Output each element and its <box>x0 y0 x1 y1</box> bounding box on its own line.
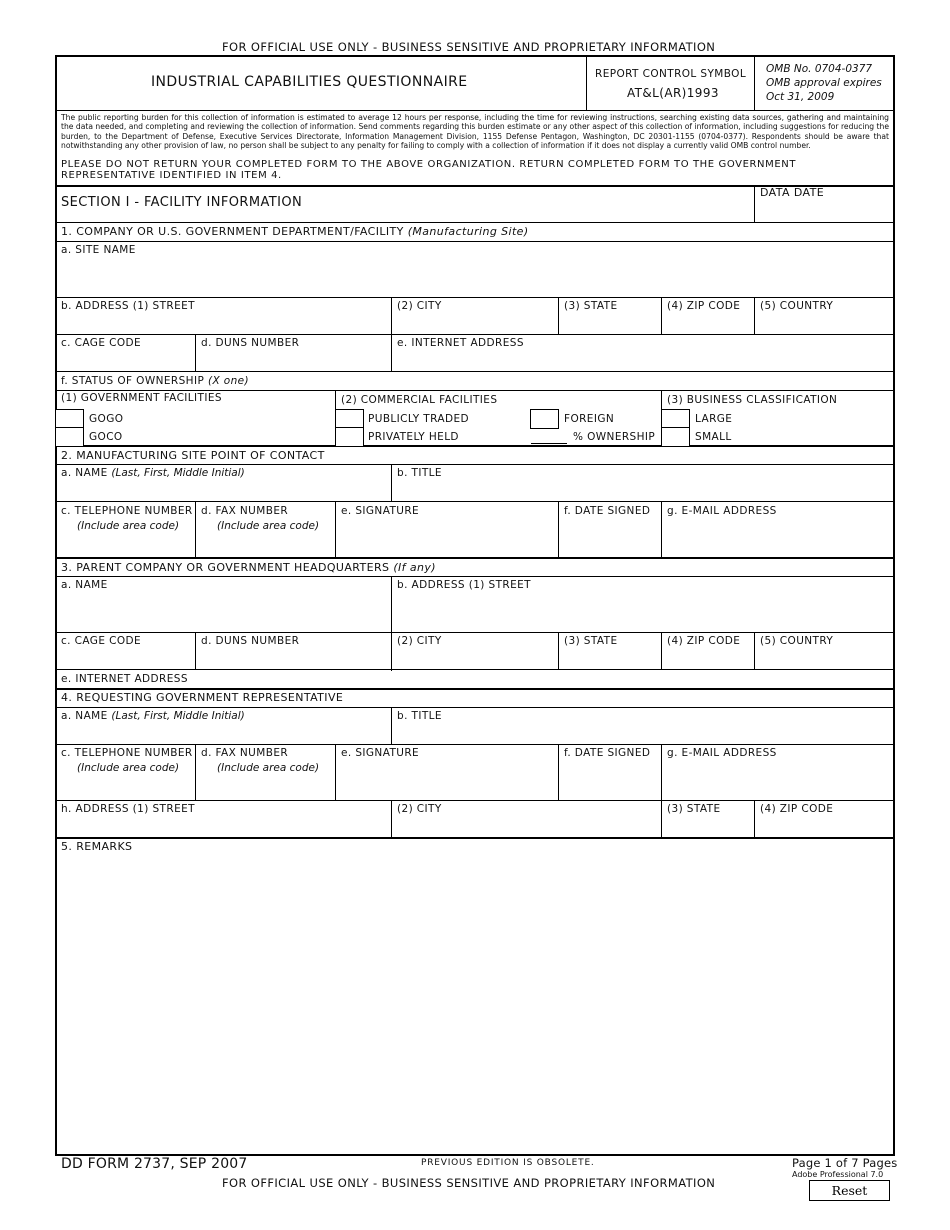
site-duns-label: d. DUNS NUMBER <box>201 337 300 349</box>
small-label: SMALL <box>695 431 732 443</box>
omb-expiration-date: Oct 31, 2009 <box>766 91 835 103</box>
poc-phone-field[interactable] <box>58 535 193 556</box>
item-4-heading: 4. REQUESTING GOVERNMENT REPRESENTATIVE <box>61 691 344 704</box>
business-class-label: (3) BUSINESS CLASSIFICATION <box>667 394 838 406</box>
site-street-field[interactable] <box>58 313 389 333</box>
remarks-label: 5. REMARKS <box>61 840 133 853</box>
burden-statement: The public reporting burden for this collection of information is estimated to average 12 hours per response, including the time for reviewing instructions, searching existing data sources, gathering and maintaining the data needed, and completing and reviewing the collection of information. Send comments regarding this burden estimate or any other aspect of this collection of information, including suggestions for reducing the burden, to the Department of Defense, Executive Services Directorate, Information Management Division, 1155 Defense Pentagon, Washington, DC 20301-1155 (0704-0377). Respondents should be aware that notwithstanding any other provision of law, no person shall be subject to any penalty for failing to comply with a collection of information if it does not display a currently valid OMB control number. <box>61 113 889 151</box>
rcs-label: REPORT CONTROL SYMBOL <box>595 68 747 80</box>
rep-name-label: a. NAME (Last, First, Middle Initial) <box>61 710 245 722</box>
parent-internet-label: e. INTERNET ADDRESS <box>61 673 188 685</box>
privately-held-checkbox[interactable] <box>335 427 364 447</box>
rep-title-label: b. TITLE <box>397 710 442 722</box>
gov-facilities-label: (1) GOVERNMENT FACILITIES <box>61 392 222 404</box>
bottom-banner: FOR OFFICIAL USE ONLY - BUSINESS SENSITIVE AND PROPRIETARY INFORMATION <box>222 1176 716 1190</box>
parent-name-field[interactable] <box>58 592 389 630</box>
form-number: DD FORM 2737, SEP 2007 <box>61 1156 248 1172</box>
previous-edition-note: PREVIOUS EDITION IS OBSOLETE. <box>421 1158 595 1168</box>
ownership-label: f. STATUS OF OWNERSHIP (X one) <box>61 375 250 387</box>
site-internet-label: e. INTERNET ADDRESS <box>397 337 524 349</box>
parent-name-label: a. NAME <box>61 579 108 591</box>
site-city-label: (2) CITY <box>397 300 442 312</box>
rep-city-field[interactable] <box>393 816 659 836</box>
data-date-field[interactable] <box>756 200 892 221</box>
rep-signature-field[interactable] <box>337 762 556 799</box>
goco-checkbox[interactable] <box>55 427 84 447</box>
rep-phone-field[interactable] <box>58 778 193 799</box>
rep-street-label: h. ADDRESS (1) STREET <box>61 803 195 815</box>
rep-name-field[interactable] <box>58 724 389 743</box>
parent-state-label: (3) STATE <box>564 635 618 647</box>
parent-zip-field[interactable] <box>663 648 752 668</box>
parent-duns-field[interactable] <box>197 648 389 668</box>
rep-date-signed-label: f. DATE SIGNED <box>564 747 651 759</box>
poc-date-signed-field[interactable] <box>560 520 659 556</box>
foreign-label: FOREIGN <box>564 413 615 425</box>
data-date-label: DATA DATE <box>760 186 825 199</box>
omb-approval: OMB approval expires <box>766 77 882 89</box>
small-checkbox[interactable] <box>661 427 690 447</box>
poc-phone-label: c. TELEPHONE NUMBER <box>61 505 193 517</box>
rcs-value: AT&L(AR)1993 <box>627 86 719 100</box>
poc-fax-label: d. FAX NUMBER <box>201 505 289 517</box>
parent-cage-field[interactable] <box>58 648 193 668</box>
site-zip-field[interactable] <box>663 313 752 333</box>
ownership-percent-label: % OWNERSHIP <box>573 431 656 443</box>
poc-phone-note: (Include area code) <box>77 520 180 532</box>
poc-email-field[interactable] <box>663 520 892 556</box>
site-name-field[interactable] <box>58 256 892 296</box>
poc-signature-label: e. SIGNATURE <box>341 505 420 517</box>
rep-phone-label: c. TELEPHONE NUMBER <box>61 747 193 759</box>
rep-fax-label: d. FAX NUMBER <box>201 747 289 759</box>
parent-city-label: (2) CITY <box>397 635 442 647</box>
rep-fax-field[interactable] <box>197 778 333 799</box>
site-zip-label: (4) ZIP CODE <box>667 300 741 312</box>
parent-country-field[interactable] <box>756 648 892 668</box>
site-street-label: b. ADDRESS (1) STREET <box>61 300 195 312</box>
publicly-traded-checkbox[interactable] <box>335 409 364 429</box>
rep-email-field[interactable] <box>663 762 892 799</box>
item-3-heading: 3. PARENT COMPANY OR GOVERNMENT HEADQUARTERS (If any) <box>61 561 436 574</box>
section-1-title: SECTION I - FACILITY INFORMATION <box>61 195 303 210</box>
poc-title-field[interactable] <box>393 481 892 500</box>
parent-country-label: (5) COUNTRY <box>760 635 834 647</box>
top-banner: FOR OFFICIAL USE ONLY - BUSINESS SENSITIVE AND PROPRIETARY INFORMATION <box>222 40 716 54</box>
site-internet-field[interactable] <box>393 350 892 370</box>
parent-city-field[interactable] <box>393 648 556 668</box>
site-duns-field[interactable] <box>197 350 389 370</box>
site-cage-label: c. CAGE CODE <box>61 337 142 349</box>
parent-zip-label: (4) ZIP CODE <box>667 635 741 647</box>
goco-label: GOCO <box>89 431 123 443</box>
rep-state-label: (3) STATE <box>667 803 721 815</box>
gogo-label: GOGO <box>89 413 124 425</box>
item-2-heading: 2. MANUFACTURING SITE POINT OF CONTACT <box>61 449 325 462</box>
rep-zip-field[interactable] <box>756 816 892 836</box>
site-state-field[interactable] <box>560 313 659 333</box>
item-1-heading: 1. COMPANY OR U.S. GOVERNMENT DEPARTMENT/FACILITY (Manufacturing Site) <box>61 225 529 238</box>
poc-signature-field[interactable] <box>337 520 556 556</box>
parent-street-field[interactable] <box>393 592 892 630</box>
software-note: Adobe Professional 7.0 <box>792 1170 884 1179</box>
poc-email-label: g. E-MAIL ADDRESS <box>667 505 777 517</box>
rep-signature-label: e. SIGNATURE <box>341 747 420 759</box>
site-country-label: (5) COUNTRY <box>760 300 834 312</box>
large-checkbox[interactable] <box>661 409 690 429</box>
site-cage-field[interactable] <box>58 350 193 370</box>
remarks-field[interactable] <box>58 856 892 1152</box>
reset-button[interactable]: Reset <box>809 1180 890 1201</box>
poc-fax-note: (Include area code) <box>217 520 320 532</box>
page-count: Page 1 of 7 Pages <box>792 1156 898 1170</box>
site-city-field[interactable] <box>393 313 556 333</box>
omb-number: OMB No. 0704-0377 <box>766 63 873 75</box>
poc-date-signed-label: f. DATE SIGNED <box>564 505 651 517</box>
large-label: LARGE <box>695 413 733 425</box>
rep-street-field[interactable] <box>58 816 389 836</box>
commercial-facilities-label: (2) COMMERCIAL FACILITIES <box>341 394 498 406</box>
parent-cage-label: c. CAGE CODE <box>61 635 142 647</box>
gogo-checkbox[interactable] <box>55 409 84 429</box>
foreign-checkbox[interactable] <box>530 409 559 429</box>
form-title: INDUSTRIAL CAPABILITIES QUESTIONNAIRE <box>151 74 468 90</box>
rep-state-field[interactable] <box>663 816 752 836</box>
site-country-field[interactable] <box>756 313 892 333</box>
poc-title-label: b. TITLE <box>397 467 442 479</box>
publicly-traded-label: PUBLICLY TRADED <box>368 413 469 425</box>
privately-held-label: PRIVATELY HELD <box>368 431 459 443</box>
poc-name-label: a. NAME (Last, First, Middle Initial) <box>61 467 245 479</box>
rep-phone-note: (Include area code) <box>77 762 180 774</box>
parent-state-field[interactable] <box>560 648 659 668</box>
ownership-percent-field[interactable] <box>531 443 567 444</box>
rep-zip-label: (4) ZIP CODE <box>760 803 834 815</box>
site-name-label: a. SITE NAME <box>61 244 136 256</box>
poc-fax-field[interactable] <box>197 535 333 556</box>
poc-name-field[interactable] <box>58 481 389 500</box>
rep-email-label: g. E-MAIL ADDRESS <box>667 747 777 759</box>
parent-internet-field[interactable] <box>200 671 892 687</box>
rep-city-label: (2) CITY <box>397 803 442 815</box>
rep-title-field[interactable] <box>393 724 892 743</box>
rep-date-signed-field[interactable] <box>560 762 659 799</box>
site-state-label: (3) STATE <box>564 300 618 312</box>
parent-duns-label: d. DUNS NUMBER <box>201 635 300 647</box>
rep-fax-note: (Include area code) <box>217 762 320 774</box>
parent-street-label: b. ADDRESS (1) STREET <box>397 579 531 591</box>
return-notice: PLEASE DO NOT RETURN YOUR COMPLETED FORM TO THE ABOVE ORGANIZATION. RETURN COMPLETED FORM TO THE GOVERNMENT REPRESENTATIVE IDENTIFIED IN ITEM 4. <box>61 159 797 181</box>
